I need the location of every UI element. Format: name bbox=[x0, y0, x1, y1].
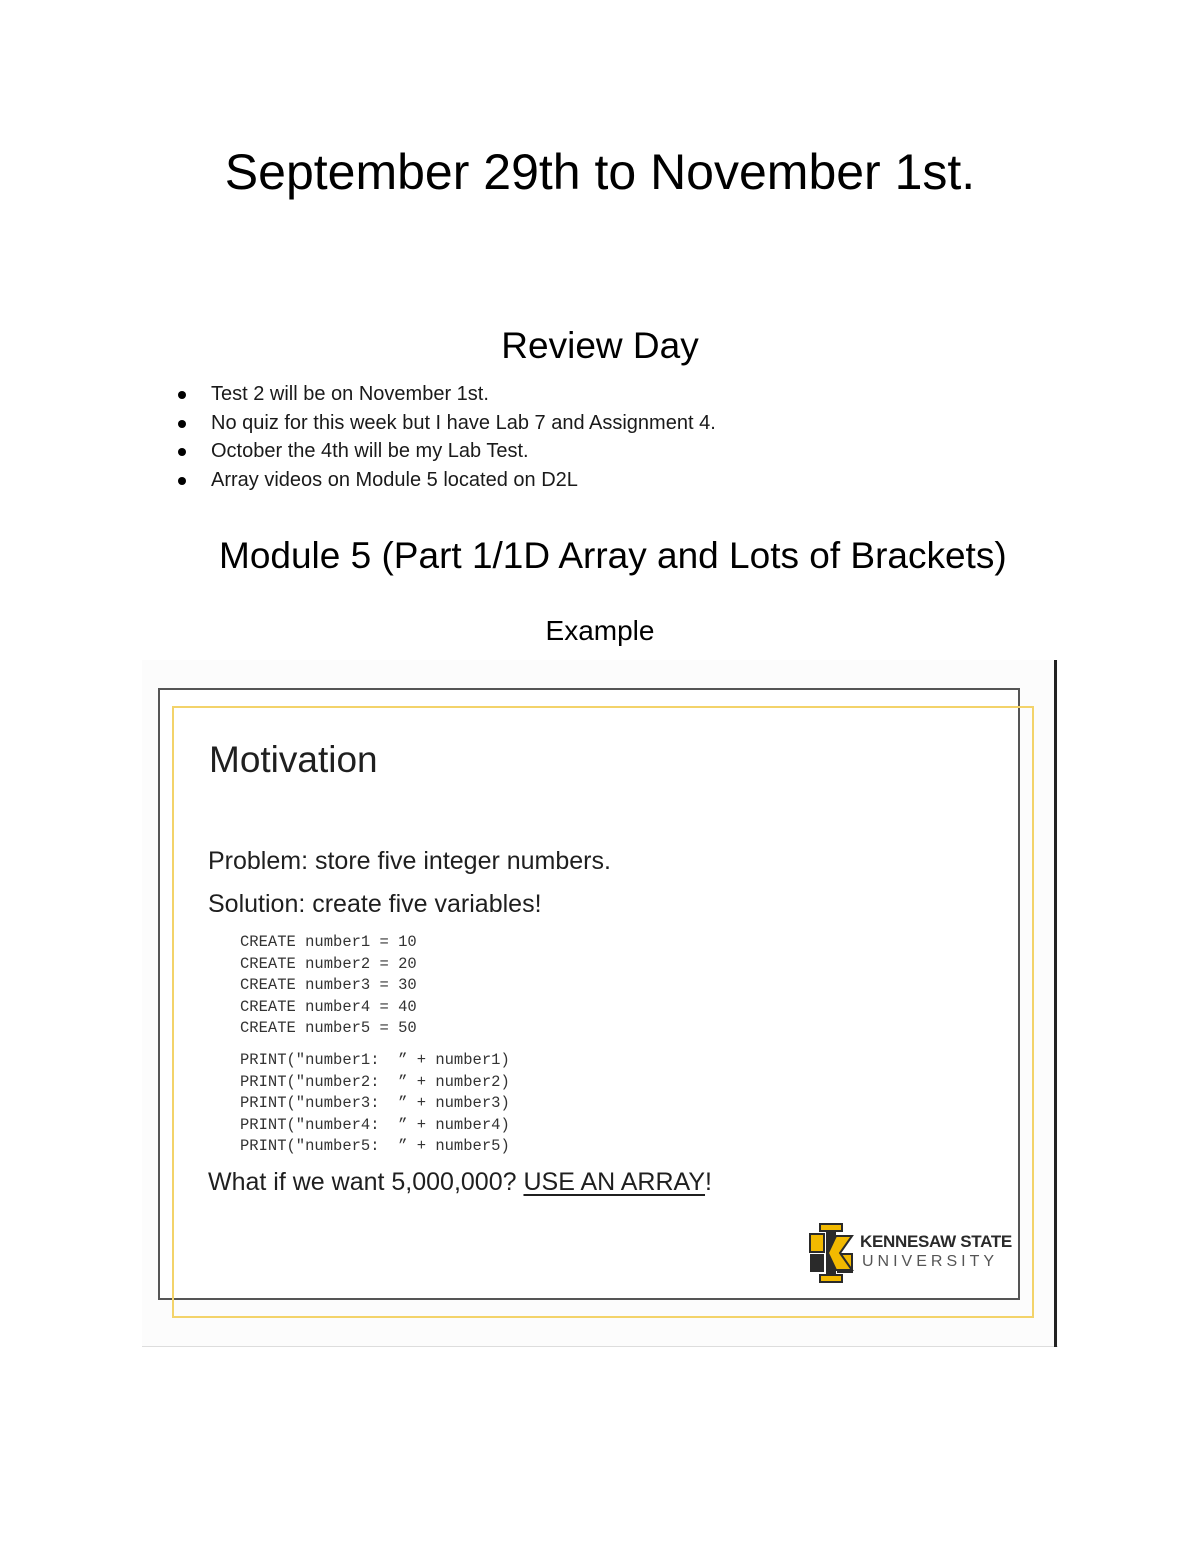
exclamation-text: ! bbox=[705, 1168, 712, 1196]
list-item-text: Array videos on Module 5 located on D2L bbox=[211, 468, 578, 491]
example-label: Example bbox=[545, 615, 655, 646]
ksu-monogram-icon bbox=[806, 1222, 856, 1284]
module-heading: Module 5 (Part 1/1D Array and Lots of Brackets) bbox=[219, 535, 1007, 576]
slide-edge-rule bbox=[1054, 660, 1057, 1347]
use-an-array-text: USE AN ARRAY bbox=[523, 1168, 706, 1196]
ksu-logo bbox=[806, 1222, 1012, 1286]
ksu-logo-line2: UNIVERSITY bbox=[862, 1253, 999, 1270]
list-item bbox=[176, 466, 716, 495]
review-bullet-list bbox=[176, 380, 716, 494]
list-item-text: No quiz for this week but I have Lab 7 and Assignment 4. bbox=[211, 411, 716, 434]
slide-solution-text: Solution: create five variables! bbox=[208, 890, 542, 918]
bullet-icon bbox=[178, 477, 186, 485]
ksu-logo-line1: KENNESAW STATE bbox=[860, 1232, 1012, 1251]
slide-problem-text: Problem: store five integer numbers. bbox=[208, 847, 611, 875]
slide-title: Motivation bbox=[209, 739, 378, 780]
list-item bbox=[176, 409, 716, 438]
list-item bbox=[176, 380, 716, 409]
list-item-text: October the 4th will be my Lab Test. bbox=[211, 440, 529, 462]
slide-question-line bbox=[208, 1166, 712, 1198]
list-item-text: Test 2 will be on November 1st. bbox=[211, 383, 489, 405]
bullet-icon bbox=[178, 420, 186, 428]
bullet-icon bbox=[178, 448, 186, 456]
question-text: What if we want 5,000,000? bbox=[208, 1168, 524, 1196]
create-code-block: CREATE number1 = 10 CREATE number2 = 20 CREATE number3 = 30 CREATE number4 = 40 CREATE number5 = 50 bbox=[240, 933, 417, 1038]
page-title: September 29th to November 1st. bbox=[224, 144, 976, 200]
bullet-icon bbox=[178, 391, 186, 399]
print-code-block: PRINT("number1: ” + number1) PRINT("number2: ” + number2) PRINT("number3: ” + number3) PRINT("number4: ” + number4) PRINT("number5: ” + number5) bbox=[240, 1051, 510, 1156]
review-day-heading: Review Day bbox=[501, 325, 699, 366]
list-item bbox=[176, 437, 716, 466]
